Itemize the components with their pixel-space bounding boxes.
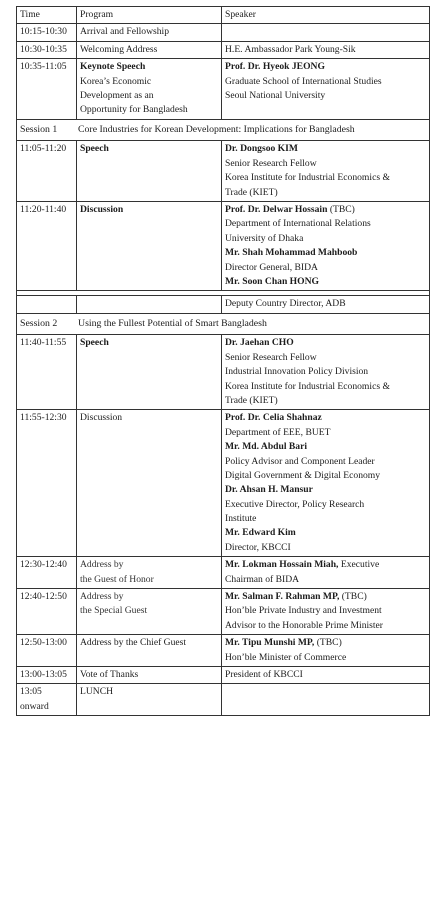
table-row	[17, 59, 430, 120]
row-time: 12:30-12:40	[17, 557, 77, 589]
tbc-note: (TBC)	[339, 591, 367, 603]
speaker-line: Department of EEE, BUET	[225, 426, 331, 438]
session-title: Using the Fullest Potential of Smart Bangladesh	[78, 317, 267, 329]
row-program	[77, 24, 222, 41]
speaker-name: Mr. Shah Mohammad Mahboob	[225, 247, 358, 259]
table-row	[17, 201, 430, 290]
row-speaker	[222, 59, 430, 120]
speaker-line: Senior Research Fellow	[225, 351, 317, 363]
table-row	[17, 684, 430, 716]
table-header	[17, 7, 430, 24]
row-program	[77, 296, 222, 313]
speaker-line: Graduate School of International Studies	[225, 75, 382, 87]
program-line: Speech	[80, 337, 109, 349]
row-speaker	[222, 635, 430, 667]
program-line: Development as an	[80, 89, 154, 101]
row-time: 11:05-11:20	[17, 141, 77, 202]
program-line: Opportunity for Bangladesh	[80, 104, 188, 116]
row-time	[17, 684, 77, 716]
table-row	[17, 141, 430, 202]
row-time: 10:35-11:05	[17, 59, 77, 120]
table-row	[17, 24, 430, 41]
speaker-name: Mr. Edward Kim	[225, 527, 296, 539]
speaker-name: Prof. Dr. Hyeok JEONG	[225, 61, 325, 73]
speaker-line: Trade (KIET)	[225, 186, 278, 198]
speaker-line: Executive	[338, 559, 380, 571]
speaker-line: Director, KBCCI	[225, 541, 291, 553]
program-line: Address by	[80, 559, 124, 571]
program-line: Vote of Thanks	[80, 669, 139, 680]
session-heading	[17, 313, 430, 335]
program-line: Keynote Speech	[80, 61, 146, 73]
session-heading	[17, 119, 430, 141]
program-line: Speech	[80, 143, 109, 155]
speaker-line: Advisor to the Honorable Prime Minister	[225, 619, 384, 631]
row-program	[77, 201, 222, 290]
table-row	[17, 589, 430, 635]
speaker-name: Mr. Lokman Hossain Miah,	[225, 559, 339, 571]
row-time: 10:30-10:35	[17, 41, 77, 58]
row-speaker	[222, 684, 430, 716]
table-row	[17, 667, 430, 684]
row-time: 13:00-13:05	[17, 667, 77, 684]
row-speaker	[222, 41, 430, 58]
row-program	[77, 59, 222, 120]
program-line: Discussion	[80, 412, 123, 424]
speaker-line: Director General, BIDA	[225, 261, 318, 273]
table-row	[17, 635, 430, 667]
time-line: 13:05	[20, 686, 42, 698]
speaker-name: Mr. Tipu Munshi MP,	[225, 637, 315, 649]
header-time: Time	[17, 7, 77, 24]
program-line: Address by	[80, 591, 124, 603]
row-time: 11:20-11:40	[17, 201, 77, 290]
speaker-line: Institute	[225, 513, 257, 525]
table-row	[17, 410, 430, 557]
speaker-name: Dr. Dongsoo KIM	[225, 143, 298, 155]
session-label: Session 2	[20, 317, 58, 329]
session-1-title-cell	[17, 119, 430, 141]
row-speaker: Deputy Country Director, ADB	[222, 296, 430, 313]
speaker-line: Department of International Relations	[225, 218, 371, 230]
program-line: LUNCH	[80, 686, 114, 698]
row-program	[77, 635, 222, 667]
row-speaker	[222, 557, 430, 589]
speaker-line: Korea Institute for Industrial Economics &	[225, 380, 390, 392]
speaker-name: Mr. Salman F. Rahman MP,	[225, 591, 340, 603]
row-program	[77, 589, 222, 635]
row-speaker	[222, 667, 430, 684]
row-speaker	[222, 410, 430, 557]
row-speaker	[222, 141, 430, 202]
session-label: Session 1	[20, 123, 58, 135]
speaker-name: Mr. Md. Abdul Bari	[225, 441, 308, 453]
speaker-line: H.E. Ambassador Park Young-Sik	[225, 43, 356, 55]
row-speaker	[222, 335, 430, 410]
row-program	[77, 667, 222, 684]
speaker-line: University of Dhaka	[225, 232, 304, 244]
tbc-note: (TBC)	[327, 203, 355, 215]
row-program	[77, 335, 222, 410]
program-line: the Guest of Honor	[80, 573, 154, 585]
speaker-line: Seoul National University	[225, 89, 326, 101]
time-line: onward	[20, 700, 49, 712]
row-time: 11:40-11:55	[17, 335, 77, 410]
speaker-line: President of KBCCI	[225, 669, 303, 680]
row-time	[17, 296, 77, 313]
speaker-name: Mr. Soon Chan HONG	[225, 275, 320, 287]
speaker-line: Policy Advisor and Component Leader	[225, 455, 375, 467]
speaker-name: Prof. Dr. Celia Shahnaz	[225, 412, 322, 424]
agenda-table	[16, 6, 430, 716]
row-program	[77, 41, 222, 58]
program-line: the Special Guest	[80, 605, 148, 617]
row-time: 10:15-10:30	[17, 24, 77, 41]
row-program	[77, 684, 222, 716]
header-program: Program	[77, 7, 222, 24]
row-time: 12:40-12:50	[17, 589, 77, 635]
table-row	[17, 335, 430, 410]
speaker-line: Industrial Innovation Policy Division	[225, 366, 369, 378]
program-line: Discussion	[80, 203, 124, 215]
row-speaker	[222, 24, 430, 41]
row-time: 12:50-13:00	[17, 635, 77, 667]
program-line: Arrival and Fellowship	[80, 26, 169, 38]
row-program	[77, 557, 222, 589]
speaker-line: Hon’ble Private Industry and Investment	[225, 605, 382, 617]
speaker-line: Trade (KIET)	[225, 394, 278, 406]
speaker-line: Executive Director, Policy Research	[225, 498, 365, 510]
speaker-line: Korea Institute for Industrial Economics &	[225, 172, 390, 184]
header-speaker: Speaker	[222, 7, 430, 24]
speaker-name: Dr. Ahsan H. Mansur	[225, 484, 313, 496]
tbc-note: (TBC)	[314, 637, 342, 649]
program-line: Welcoming Address	[80, 43, 158, 55]
speaker-name: Dr. Jaehan CHO	[225, 337, 294, 349]
speaker-line: Senior Research Fellow	[225, 157, 317, 169]
speaker-line: Hon’ble Minister of Commerce	[225, 651, 347, 663]
row-program	[77, 141, 222, 202]
session-title: Core Industries for Korean Development: Implications for Bangladesh	[78, 123, 355, 135]
row-time: 11:55-12:30	[17, 410, 77, 557]
program-line: Korea’s Economic	[80, 75, 152, 87]
table-row-continued	[17, 296, 430, 313]
row-speaker	[222, 201, 430, 290]
table-row	[17, 557, 430, 589]
agenda-document	[16, 6, 420, 716]
row-program	[77, 410, 222, 557]
program-line: Address by the Chief Guest	[80, 637, 187, 649]
speaker-line: Chairman of BIDA	[225, 573, 300, 585]
row-speaker	[222, 589, 430, 635]
table-row	[17, 41, 430, 58]
session-2-title-cell	[17, 313, 430, 335]
speaker-name: Prof. Dr. Delwar Hossain	[225, 203, 328, 215]
speaker-line: Digital Government & Digital Economy	[225, 469, 381, 481]
